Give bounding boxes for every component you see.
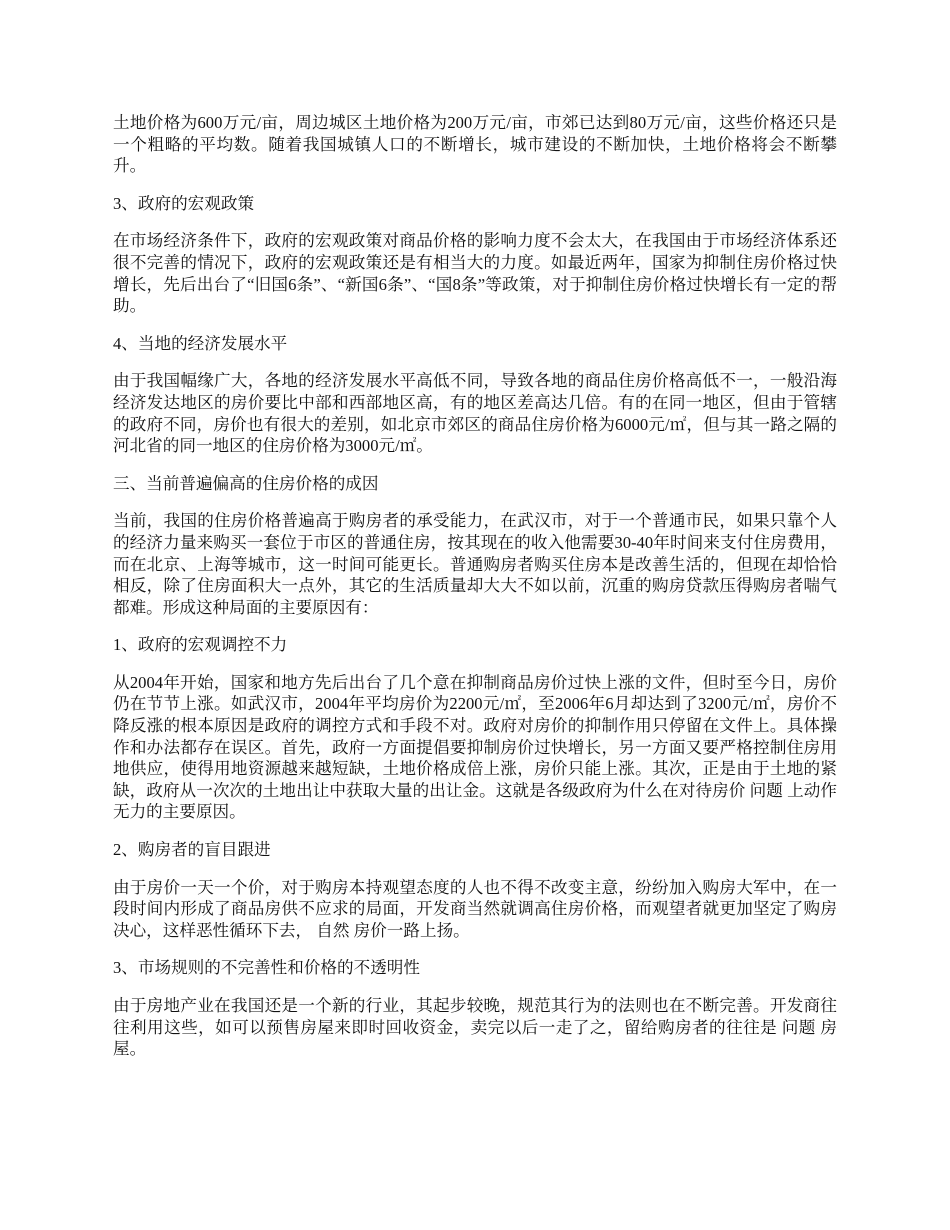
paragraph-market-rules: 由于房地产业在我国还是一个新的行业，其起步较晚，规范其行为的法则也在不断完善。开发商往往利用这些，如可以预售房屋来即时回收资金，卖完以后一走了之，留给购房者的往往是 问题 房屋。 <box>113 996 837 1059</box>
document-page <box>113 112 837 1076</box>
heading-buyers: 2、购房者的盲目跟进 <box>113 840 271 860</box>
paragraph-buyers: 由于房价一天一个价，对于购房本持观望态度的人也不得不改变主意，纷纷加入购房大军中，在一段时间内形成了商品房供不应求的局面，开发商当然就调高住房价格，而观望者就更加坚定了购房决心，这样恶性循环下去， 自然 房价一路上扬。 <box>113 877 837 940</box>
paragraph-land-price: 土地价格为600万元/亩，周边城区土地价格为200万元/亩，市郊已达到80万元/亩，这些价格还只是一个粗略的平均数。随着我国城镇人口的不断增长，城市建设的不断加快，土地价格将会不断攀升。 <box>113 113 837 176</box>
paragraph-economic-level: 由于我国幅缘广大，各地的经济发展水平高低不同，导致各地的商品住房价格高低不一，一般沿海经济发达地区的房价要比中部和西部地区高，有的地区差高达几倍。有的在同一地区，但由于管辖的政府不同，房价也有很大的差别，如北京市郊区的商品住房价格为6000元/㎡，但与其一路之隔的河北省的同一地区的住房价格为3000元/㎡。 <box>113 371 837 456</box>
heading-economic-level: 4、当地的经济发展水平 <box>113 333 288 353</box>
heading-regulation: 1、政府的宏观调控不力 <box>113 635 288 655</box>
heading-macro-policy: 3、政府的宏观政策 <box>113 193 255 213</box>
heading-market-rules: 3、市场规则的不完善性和价格的不透明性 <box>113 958 420 978</box>
paragraph-macro-policy: 在市场经济条件下，政府的宏观政策对商品价格的影响力度不会太大，在我国由于市场经济体系还很不完善的情况下，政府的宏观政策还是有相当大的力度。如最近两年，国家为抑制住房价格过快增长，先后出台了“旧国6条”、“新国6条”、“国8条”等政策，对于抑制住房价格过快增长有一定的帮助。 <box>113 231 837 316</box>
paragraph-section-three: 当前，我国的住房价格普遍高于购房者的承受能力，在武汉市，对于一个普通市民，如果只靠个人的经济力量来购买一套位于市区的普通住房，按其现在的收入他需要30-40年时间来支付住房费用，而在北京、上海等城市，这一时间可能更长。普通购房者购买住房本是改善生活的，但现在却恰恰相反，除了住房面积大一点外，其它的生活质量却大大不如以前，沉重的购房贷款压得购房者喘气都难。形成这种局面的主要原因有： <box>113 511 837 617</box>
heading-section-three: 三、当前普遍偏高的住房价格的成因 <box>113 473 379 493</box>
paragraph-regulation: 从2004年开始，国家和地方先后出台了几个意在抑制商品房价过快上涨的文件，但时至今日，房价仍在节节上涨。如武汉市，2004年平均房价为2200元/㎡，至2006年6月却达到了3200元/㎡，房价不降反涨的根本原因是政府的调控方式和手段不对。政府对房价的抑制作用只停留在文件上。具体操作和办法都存在误区。首先，政府一方面提倡要抑制房价过快增长，另一方面又要严格控制住房用地供应，使得用地资源越来越短缺，土地价格成倍上涨，房价只能上涨。其次，正是由于土地的紧缺，政府从一次次的土地出让中获取大量的出让金。这就是各级政府为什么在对待房价 问题 上动作无力的主要原因。 <box>113 672 837 822</box>
